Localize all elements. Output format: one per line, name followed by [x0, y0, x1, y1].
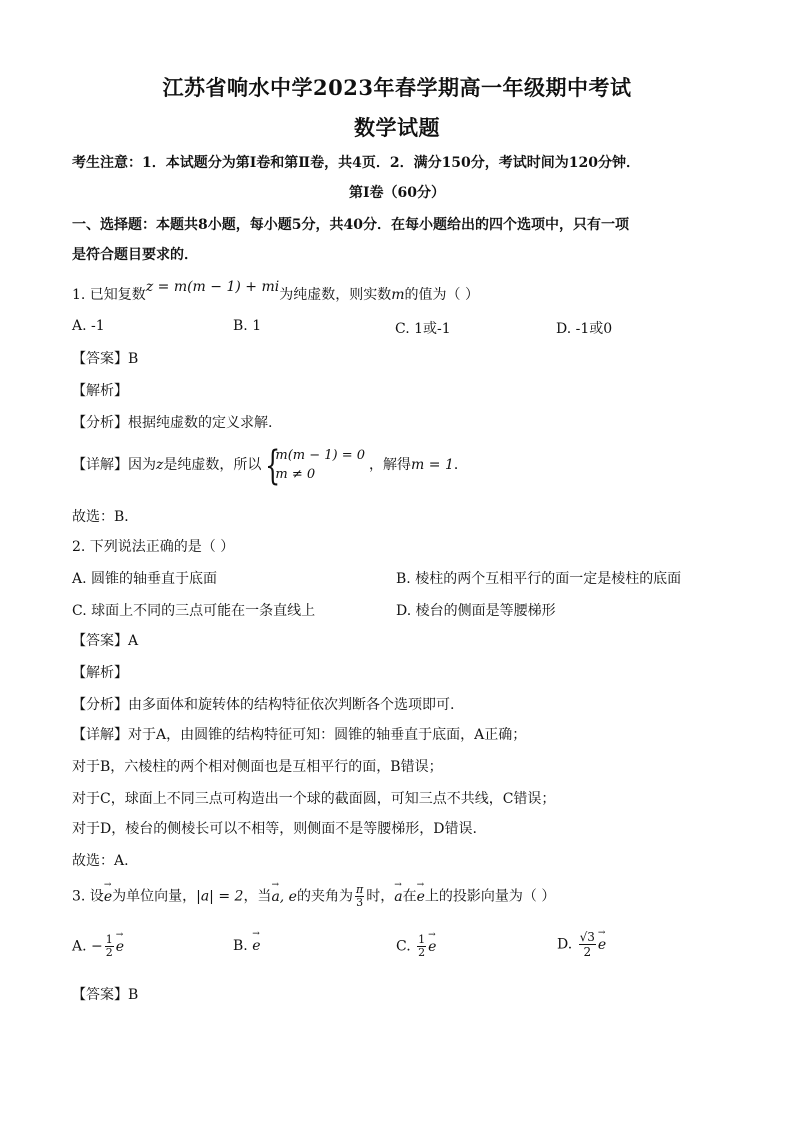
q3-option-c-den: 2: [418, 946, 426, 959]
q3-option-a-e: → e: [116, 939, 124, 955]
section-heading-line2: 是符合题目要求的．: [72, 247, 198, 263]
q2-option-a: A. 圆锥的轴垂直于底面: [72, 571, 218, 587]
q2-choose: 故选：A.: [72, 853, 129, 869]
q3-option-d: [557, 930, 606, 959]
q3-abs-a: |a| = 2: [196, 888, 244, 905]
q3-p2: 为单位向量，: [112, 888, 197, 905]
q3-option-b-label: B.: [233, 938, 248, 954]
q3-option-a-num: 1: [105, 933, 113, 946]
q1-jiexi: 【解析】: [72, 383, 128, 399]
q3-vectors-ae: → a, e: [271, 889, 297, 905]
q1-detail-end: ．: [453, 457, 468, 473]
q2-jiexi: 【解析】: [72, 665, 128, 681]
exam-notice: 考生注意：1．本试题分为第Ⅰ卷和第Ⅱ卷，共4页．2．满分150分，考试时间为120分钟．: [72, 155, 641, 171]
q1-system-row1: m(m − 1) = 0: [275, 448, 366, 463]
q3-answer: 【答案】B: [72, 987, 139, 1003]
q2-detail-3: 对于C，球面上不同三点可构造出一个球的截面圆，可知三点不共线，C错误；: [72, 791, 556, 807]
q1-tail: 的值为（ ）: [404, 287, 479, 303]
q1-expression: z = m(m − 1) + mi: [145, 279, 280, 295]
q2-option-c: C. 球面上不同的三点可能在一条直线上: [72, 603, 316, 619]
q3-option-d-den: 2: [583, 945, 592, 959]
q2-option-b: B. 棱柱的两个互相平行的面一定是棱柱的底面: [396, 571, 682, 587]
q3-option-c-num: 1: [418, 933, 426, 946]
q1-equation-system: [265, 443, 366, 489]
q1-detail-z: z: [156, 457, 164, 473]
q1-stem: [72, 279, 479, 304]
q1-suffix: 为纯虚数，则实数: [279, 287, 392, 303]
exam-subtitle: 数学试题: [354, 115, 440, 140]
q3-p3: ，当: [243, 888, 272, 905]
q1-detail: [72, 443, 468, 489]
q3-p1: 3. 设: [72, 888, 104, 905]
q3-option-d-e: → e: [598, 937, 606, 953]
q1-detail-prefix: 【详解】因为: [72, 457, 156, 473]
q3-pi: π: [355, 883, 364, 896]
q3-option-a-sign: −: [91, 938, 103, 955]
q3-option-d-num: √3: [579, 930, 595, 944]
q3-stem: [72, 884, 555, 909]
q3-option-c-label: C.: [396, 938, 411, 955]
q3-option-c: [396, 934, 436, 959]
q3-p4: 的夹角为: [296, 888, 353, 905]
q1-var: m: [391, 287, 405, 303]
q3-p6: 在: [402, 888, 417, 905]
q1-prefix: 1. 已知复数: [72, 287, 146, 303]
q3-p5: 时，: [366, 888, 395, 905]
exam-title: 江苏省响水中学2023年春学期高一年级期中考试: [162, 75, 632, 100]
q2-option-d: D. 棱台的侧面是等腰梯形: [396, 603, 556, 619]
q3-vector-a: → a: [394, 889, 402, 905]
q3-option-a-den: 2: [105, 946, 113, 959]
q1-option-a: A. -1: [72, 318, 105, 334]
q1-answer: 【答案】B: [72, 351, 139, 367]
q2-stem: 2. 下列说法正确的是（ ）: [72, 539, 235, 555]
q3-option-a-fraction: [105, 934, 114, 959]
q2-detail-2: 对于B，六棱柱的两个相对侧面也是互相平行的面，B错误；: [72, 759, 443, 775]
q1-detail-result: m = 1: [411, 457, 454, 473]
q3-option-c-fraction: [417, 934, 426, 959]
section-heading-line1: 一、选择题：本题共8小题，每小题5分，共40分．在每小题给出的四个选项中，只有一项: [72, 217, 629, 233]
q1-option-c: C. 1或-1: [395, 321, 451, 337]
q1-option-d: D. -1或0: [556, 321, 613, 337]
q2-detail-4: 对于D，棱台的侧棱长可以不相等，则侧面不是等腰梯形，D错误.: [72, 821, 477, 837]
q1-choose: 故选：B．: [72, 509, 139, 525]
q3-option-d-label: D.: [557, 936, 573, 953]
part-heading: 第Ⅰ卷（60分）: [348, 185, 446, 201]
q3-option-d-fraction: [579, 930, 596, 959]
q3-option-c-e: → e: [428, 939, 436, 955]
q1-option-b: B. 1: [233, 318, 262, 334]
q3-three: 3: [356, 896, 364, 909]
q3-option-b: [233, 938, 261, 954]
q2-answer: 【答案】A: [72, 633, 139, 649]
q3-option-a-label: A.: [72, 938, 87, 955]
q1-system-row2: m ≠ 0: [275, 467, 316, 482]
q3-vector-e: → e: [104, 889, 112, 905]
q3-option-a: [72, 934, 124, 959]
q2-detail-1: 【详解】对于A，由圆锥的结构特征可知：圆锥的轴垂直于底面，A正确；: [72, 727, 527, 743]
q3-p7: 上的投影向量为（ ）: [424, 888, 556, 905]
q3-vector-e2: → e: [417, 889, 425, 905]
q1-detail-mid: 是纯虚数，所以: [163, 457, 262, 473]
q1-detail-tail: ，解得: [369, 457, 412, 473]
q3-angle-fraction: [355, 884, 364, 909]
q2-fenxi: 【分析】由多面体和旋转体的结构特征依次判断各个选项即可.: [72, 697, 455, 713]
q3-option-b-e: → e: [252, 938, 260, 954]
brace-icon: {: [265, 443, 281, 489]
q1-fenxi: 【分析】根据纯虚数的定义求解.: [72, 415, 273, 431]
